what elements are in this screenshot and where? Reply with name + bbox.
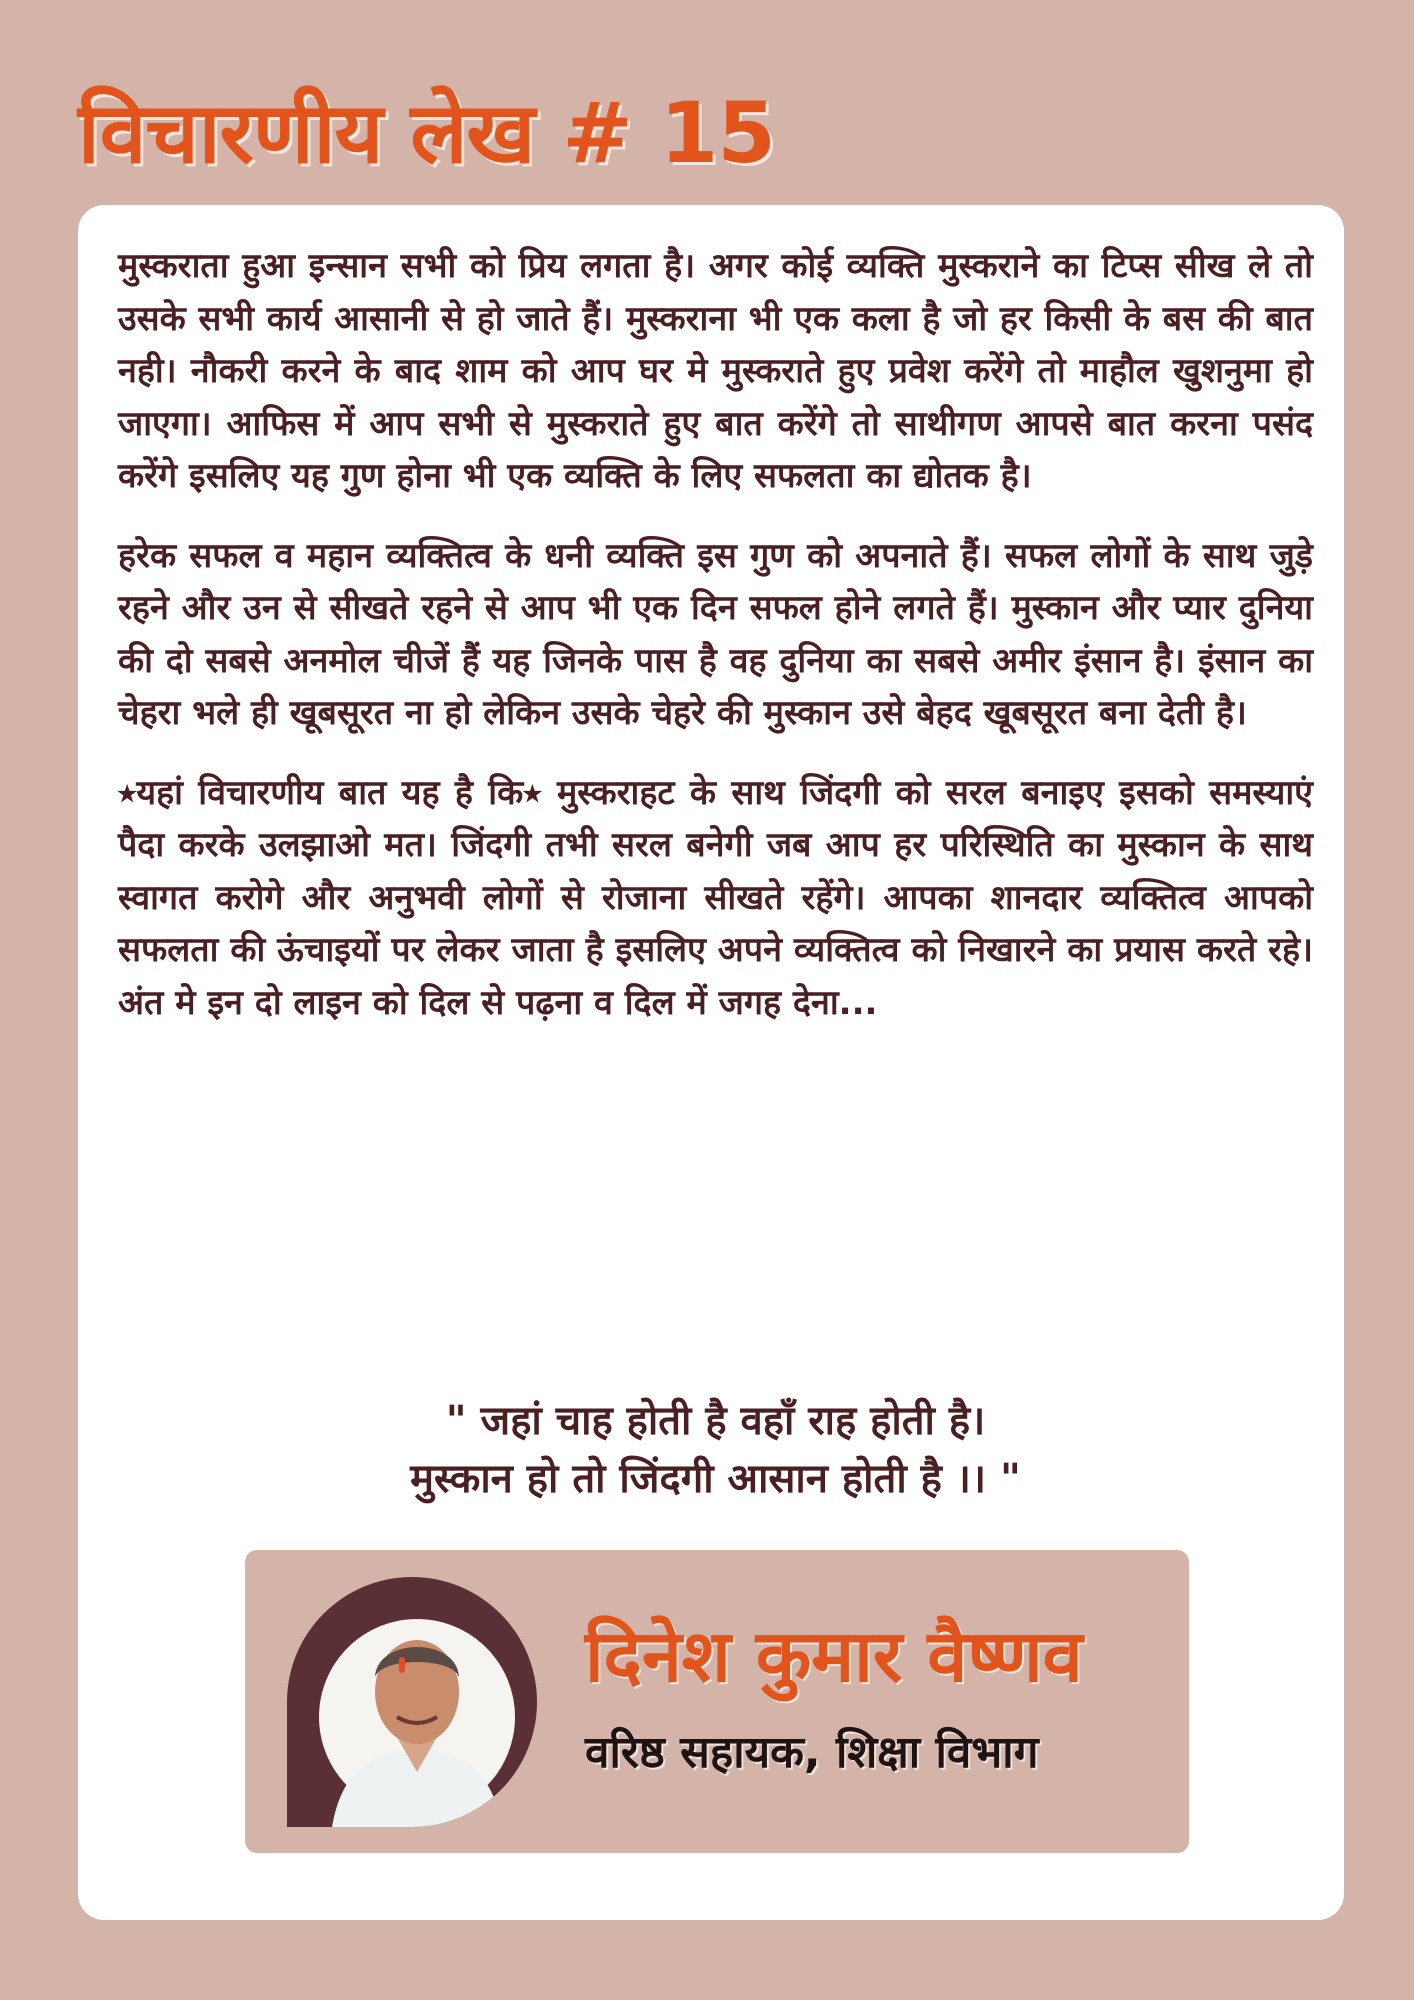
author-role: वरिष्ठ सहायक, शिक्षा विभाग bbox=[585, 1727, 1039, 1778]
page-title: विचारणीय लेख # 15 bbox=[78, 84, 775, 182]
author-name: दिनेश कुमार वैष्णव bbox=[585, 1614, 1083, 1698]
article-paragraph-3: ⭑यहां विचारणीय बात यह है कि⭑ मुस्कराहट के साथ जिंदगी को सरल बनाइए इसको समस्याएं पैदा करके उलझाओ मत। जिंदगी तभी सरल बनेगी जब आप हर परिस्थिति का मुस्कान के साथ स्वागत करोगे और अनुभवी लोगों से रोजाना सीखते रहेंगे। आपका शानदार व्यक्तित्व आपको सफलता की ऊंचाइयों पर लेकर जाता है इसलिए अपने व्यक्तित्व को निखारने का प्रयास करते रहे। अंत मे इन दो लाइन को दिल से पढ़ना व दिल में जगह देना... bbox=[118, 772, 1313, 1023]
closing-quote bbox=[118, 1392, 1313, 1508]
author-box bbox=[245, 1550, 1189, 1853]
article-paragraph-2: हरेक सफल व महान व्यक्तित्व के धनी व्यक्ति इस गुण को अपनाते हैं। सफल लोगों के साथ जुड़े रहने और उन से सीखते रहने से आप भी एक दिन सफल होने लगते हैं। मुस्कान और प्यार दुनिया की दो सबसे अनमोल चीजें हैं यह जिनके पास है वह दुनिया का सबसे अमीर इंसान है। इंसान का चेहरा भले ही खूबसूरत ना हो लेकिन उसके चेहरे की मुस्कान उसे बेहद खूबसूरत बना देती है। bbox=[118, 535, 1313, 733]
author-photo-icon bbox=[287, 1577, 537, 1827]
article-paragraph-1: मुस्कराता हुआ इन्सान सभी को प्रिय लगता है। अगर कोई व्यक्ति मुस्कराने का टिप्स सीख ले तो उसके सभी कार्य आसानी से हो जाते हैं। मुस्कराना भी एक कला है जो हर किसी के बस की बात नही। नौकरी करने के बाद शाम को आप घर मे मुस्कराते हुए प्रवेश करेंगे तो माहौल खुशनुमा हो जाएगा। आफिस में आप सभी से मुस्कराते हुए बात करेंगे तो साथीगण आपसे बात करना पसंद करेंगे इसलिए यह गुण होना भी एक व्यक्ति के लिए सफलता का द्योतक है। bbox=[118, 246, 1313, 496]
author-avatar bbox=[287, 1577, 537, 1827]
article-body bbox=[118, 240, 1313, 1056]
quote-line-1: " जहां चाह होती है वहाँ राह होती है। bbox=[445, 1398, 986, 1444]
quote-line-2: मुस्कान हो तो जिंदगी आसान होती है ।। " bbox=[410, 1456, 1021, 1502]
